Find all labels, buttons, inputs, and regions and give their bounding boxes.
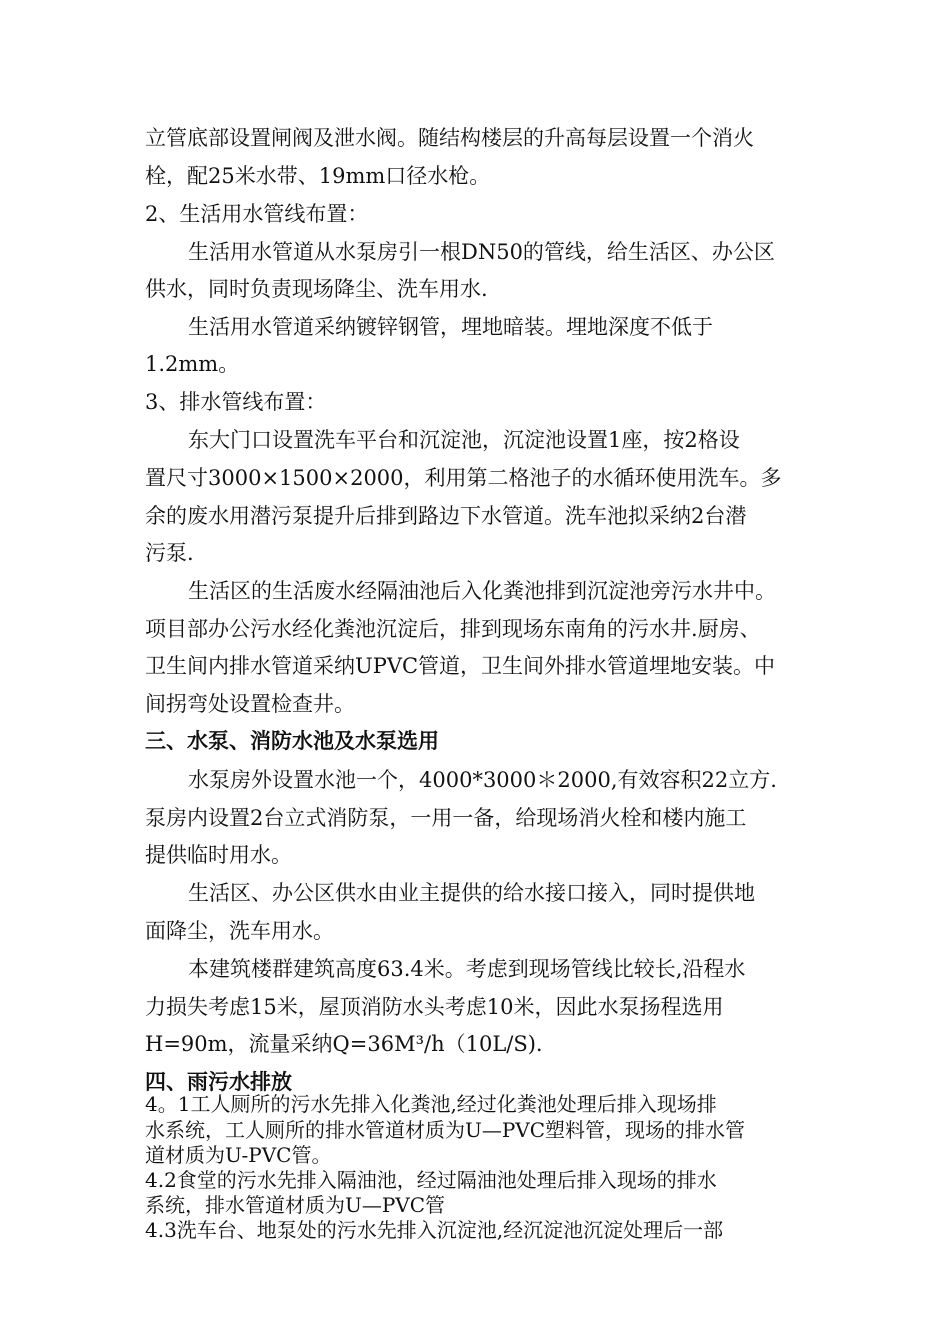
- text-line: 项目部办公污水经化粪池沉淀后，排到现场东南角的污水井.厨房、: [145, 617, 761, 641]
- section-subheading: 2、生活用水管线布置：: [145, 202, 369, 226]
- text-line: 提供临时用水。: [145, 843, 292, 867]
- text-line: 生活用水管道采纳镀锌钢管，埋地暗装。埋地深度不低于: [188, 315, 713, 339]
- text-line: 卫生间内排水管道采纳UPVC管道，卫生间外排水管道埋地安装。中: [145, 654, 776, 678]
- text-line: 置尺寸3000×1500×2000，利用第二格池子的水循环使用洗车。多: [145, 466, 782, 490]
- text-line: 东大门口设置洗车平台和沉淀池，沉淀池设置1座，按2格设: [188, 428, 740, 452]
- text-line: 立管底部设置闸阀及泄水阀。随结构楼层的升高每层设置一个消火: [145, 126, 754, 150]
- text-line: 4。1工人厕所的污水先排入化粪池,经过化粪池处理后排入现场排: [145, 1092, 717, 1116]
- text-line: 道材质为U-PVC管。: [145, 1143, 332, 1167]
- text-line: 水系统，工人厕所的排水管道材质为U—PVC塑料管，现场的排水管: [145, 1118, 746, 1142]
- text-line: 1.2mm。: [145, 352, 240, 376]
- text-line: 4.3洗车台、地泵处的污水先排入沉淀池,经沉淀池沉淀处理后一部: [145, 1218, 724, 1242]
- text-line: 泵房内设置2台立式消防泵，一用一备，给现场消火栓和楼内施工: [145, 806, 747, 830]
- text-line: 4.2食堂的污水先排入隔油池，经过隔油池处理后排入现场的排水: [145, 1168, 717, 1192]
- text-line: 本建筑楼群建筑高度63.4米。考虑到现场管线比较长,沿程水: [188, 957, 746, 981]
- text-line: 余的废水用潜污泵提升后排到路边下水管道。洗车池拟采纳2台潜: [145, 504, 747, 528]
- text-line: 栓，配25米水带、19mm口径水枪。: [145, 164, 491, 188]
- text-line: 生活区、办公区供水由业主提供的给水接口接入，同时提供地: [188, 881, 755, 905]
- text-line: 生活用水管道从水泵房引一根DN50的管线，给生活区、办公区: [188, 240, 775, 264]
- text-line: 力损失考虑15米，屋顶消防水头考虑10米，因此水泵扬程选用: [145, 995, 724, 1019]
- text-line: 污泵.: [145, 541, 194, 565]
- text-line: 系统，排水管道材质为U—PVC管: [145, 1193, 446, 1217]
- text-line: 水泵房外设置水池一个，4000*3000＊2000,有效容积22立方.: [188, 768, 777, 792]
- text-line: 供水，同时负责现场降尘、洗车用水.: [145, 277, 488, 301]
- section-subheading: 3、排水管线布置：: [145, 390, 327, 414]
- section-heading: 三、水泵、消防水池及水泵选用: [145, 729, 439, 753]
- text-line: 面降尘，洗车用水。: [145, 919, 334, 943]
- section-heading: 四、雨污水排放: [145, 1070, 292, 1094]
- text-line: H=90m，流量采纳Q=36M³/h（10L/S).: [145, 1032, 543, 1056]
- text-line: 生活区的生活废水经隔油池后入化粪池排到沉淀池旁污水井中。: [188, 579, 776, 603]
- text-line: 间拐弯处设置检查井。: [145, 692, 355, 716]
